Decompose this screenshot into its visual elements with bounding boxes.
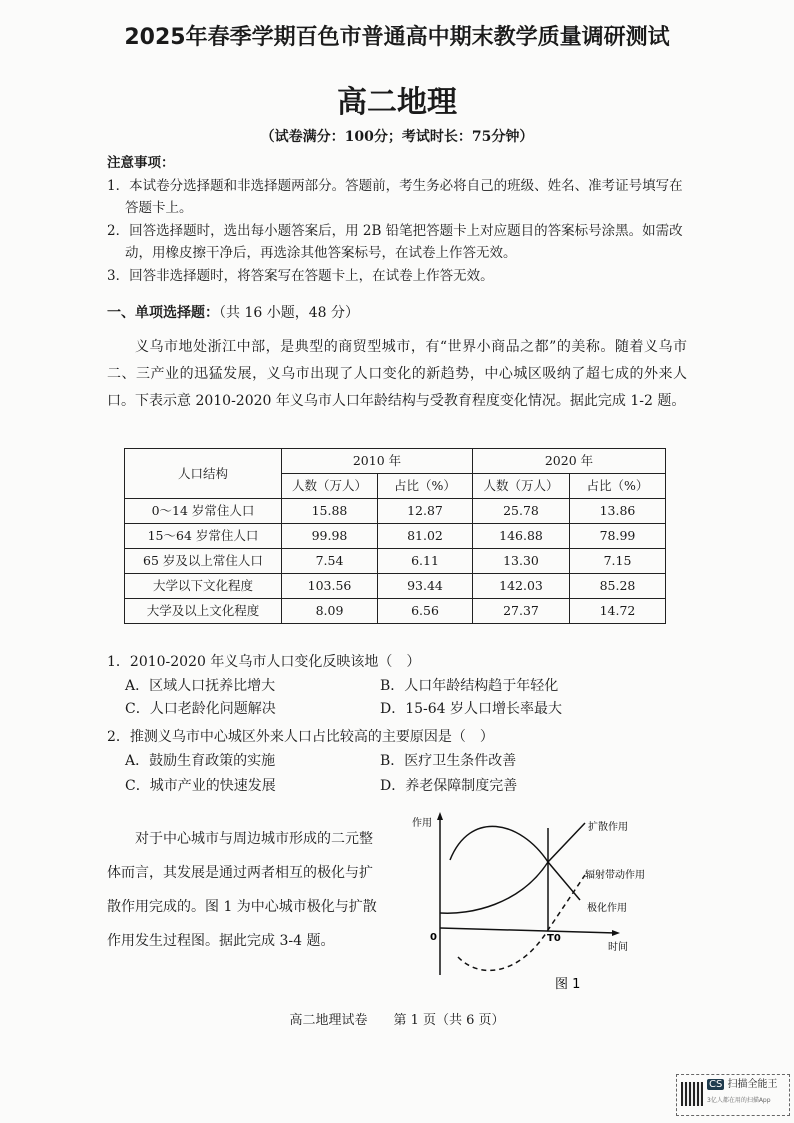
option-a: A．区域人口抚养比增大: [125, 678, 276, 694]
scanner-sub: 3亿人都在用的扫描App: [707, 1097, 771, 1104]
table-cell: 103.56: [282, 574, 378, 599]
table-cell: 7.15: [570, 549, 666, 574]
option-c: C．人口老龄化问题解决: [125, 701, 276, 717]
table-cell: 6.56: [378, 599, 473, 624]
table-cell: 15.88: [282, 499, 378, 524]
option-d: D．养老保障制度完善: [380, 778, 518, 794]
question-2: [107, 727, 518, 794]
t0-label: T0: [547, 933, 561, 944]
question-1: [107, 652, 563, 718]
scanner-name: CS 扫描全能王: [709, 1079, 778, 1090]
table-row: [125, 524, 666, 549]
page-footer: 高二地理试卷 第 1 页（共 6 页）: [289, 1013, 505, 1028]
figure-1: [400, 810, 660, 1000]
table-cell: 78.99: [570, 524, 666, 549]
section-heading: [107, 303, 359, 323]
table-cell: 25.78: [473, 499, 570, 524]
population-table: [124, 448, 666, 624]
col-header: 人数（万人）: [473, 474, 570, 499]
x-axis: [440, 928, 616, 933]
question-stem: 1．2010-2020 年义乌市人口变化反映该地（ ）: [107, 654, 421, 670]
table-cell: 12.87: [378, 499, 473, 524]
table-row: [125, 574, 666, 599]
exam-info: （试卷满分：100分；考试时长：75分钟）: [260, 129, 534, 145]
table-cell: 93.44: [378, 574, 473, 599]
y-axis-label: 作用: [412, 818, 432, 829]
table-corner: 人口结构: [125, 449, 282, 499]
row-label: 大学以下文化程度: [125, 574, 282, 599]
table-cell: 13.30: [473, 549, 570, 574]
option-b: B．医疗卫生条件改善: [380, 753, 517, 769]
origin-label: 0: [430, 932, 437, 943]
table-cell: 7.54: [282, 549, 378, 574]
section-label: 一、单项选择题：: [107, 305, 219, 321]
col-header: 占比（%）: [378, 474, 473, 499]
figure-caption: 图 1: [555, 977, 581, 992]
table-cell: 6.11: [378, 549, 473, 574]
col-header: 占比（%）: [570, 474, 666, 499]
polarization-label: 极化作用: [587, 903, 627, 914]
option-b: B．人口年龄结构趋于年轻化: [380, 678, 559, 694]
col-header: 人数（万人）: [282, 474, 378, 499]
table-cell: 146.88: [473, 524, 570, 549]
table-cell: 142.03: [473, 574, 570, 599]
row-label: 65 岁及以上常住人口: [125, 549, 282, 574]
year-header: 2010 年: [282, 449, 473, 474]
table-cell: 14.72: [570, 599, 666, 624]
scanner-watermark: [676, 1074, 790, 1116]
diffusion-label: 扩散作用: [588, 822, 628, 833]
option-a: A．鼓励生育政策的实施: [125, 753, 276, 769]
note-item: 3．回答非选择题时，将答案写在答题卡上，在试卷上作答无效。: [107, 267, 494, 284]
exam-title: 2025年春季学期百色市普通高中期末教学质量调研测试: [124, 25, 670, 50]
table-cell: 8.09: [282, 599, 378, 624]
row-label: 大学及以上文化程度: [125, 599, 282, 624]
note-item: 1．本试卷分选择题和非选择题两部分。答题前，考生务必将自己的班级、姓名、准考证号填写在答题卡上。: [107, 177, 683, 216]
question-stem: 2．推测义乌市中心城区外来人口占比较高的主要原因是（ ）: [107, 729, 494, 745]
polarization-curve: [450, 826, 580, 900]
section-detail: （共 16 小题，48 分）: [219, 305, 359, 321]
qr-code-icon: [681, 1082, 703, 1106]
option-c: C．城市产业的快速发展: [125, 778, 276, 794]
table-row: [125, 499, 666, 524]
x-axis-label: 时间: [608, 942, 628, 953]
table-cell: 81.02: [378, 524, 473, 549]
passage-1: 义乌市地处浙江中部，是典型的商贸型城市，有“世界小商品之都”的美称。随着义乌市二、三产业的迅猛发展，义乌市出现了人口变化的新趋势，中心城区吸纳了超七成的外来人口。下表示意 2010-2020 年义乌市人口年龄结构与受教育程度变化情况。据此完成 1-2 题。: [107, 339, 687, 409]
radiation-label: 辐射带动作用: [585, 870, 645, 881]
table-cell: 85.28: [570, 574, 666, 599]
table-cell: 99.98: [282, 524, 378, 549]
notes: [107, 152, 687, 287]
row-label: 15～64 岁常住人口: [125, 524, 282, 549]
table-cell: 13.86: [570, 499, 666, 524]
year-header: 2020 年: [473, 449, 666, 474]
option-d: D．15-64 岁人口增长率最大: [380, 701, 563, 717]
row-label: 0～14 岁常住人口: [125, 499, 282, 524]
table-cell: 27.37: [473, 599, 570, 624]
y-axis-arrow: [437, 812, 443, 820]
diffusion-curve: [440, 823, 585, 913]
table-row: [125, 549, 666, 574]
note-item: 2．回答选择题时，选出每小题答案后，用 2B 铅笔把答题卡上对应题目的答案标号涂黑。如需改动，用橡皮擦干净后，再选涂其他答案标号，在试卷上作答无效。: [107, 222, 683, 261]
notes-heading: 注意事项：: [107, 155, 175, 171]
x-axis-arrow: [612, 930, 620, 936]
subject-title: 高二地理: [337, 85, 457, 120]
table-row: [125, 599, 666, 624]
passage-2: 对于中心城市与周边城市形成的二元整体而言，其发展是通过两者相互的极化与扩散作用完成的。图 1 为中心城市极化与扩散作用发生过程图。据此完成 3-4 题。: [107, 831, 377, 949]
